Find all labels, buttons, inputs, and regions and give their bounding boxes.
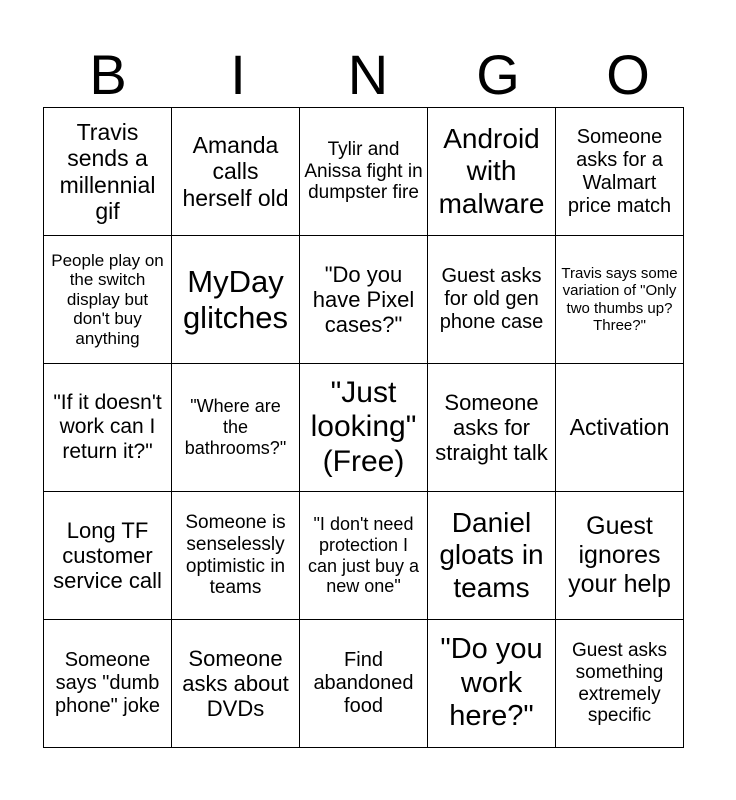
bingo-cell-r5c5[interactable]: Guest asks something extremely specific xyxy=(556,620,684,748)
bingo-cell-r2c1[interactable]: People play on the switch display but don't buy anything xyxy=(44,236,172,364)
bingo-cell-r4c4[interactable]: Daniel gloats in teams xyxy=(428,492,556,620)
bingo-cell-r3c1[interactable]: "If it doesn't work can I return it?" xyxy=(44,364,172,492)
board-row-5 xyxy=(44,620,684,748)
bingo-cell-r4c2[interactable]: Someone is senselessly optimistic in teams xyxy=(172,492,300,620)
bingo-cell-r2c2[interactable]: MyDay glitches xyxy=(172,236,300,364)
bingo-cell-r3c2[interactable]: "Where are the bathrooms?" xyxy=(172,364,300,492)
bingo-cell-r4c3[interactable]: "I don't need protection I can just buy a new one" xyxy=(300,492,428,620)
bingo-cell-r3c5[interactable]: Activation xyxy=(556,364,684,492)
bingo-cell-r1c1[interactable]: Travis sends a millennial gif xyxy=(44,108,172,236)
bingo-cell-r1c3[interactable]: Tylir and Anissa fight in dumpster fire xyxy=(300,108,428,236)
bingo-cell-r1c4[interactable]: Android with malware xyxy=(428,108,556,236)
header-letter-n: N xyxy=(347,43,389,106)
bingo-cell-r5c4[interactable]: "Do you work here?" xyxy=(428,620,556,748)
bingo-cell-r5c3[interactable]: Find abandoned food xyxy=(300,620,428,748)
bingo-cell-r2c5[interactable]: Travis says some variation of "Only two thumbs up? Three?" xyxy=(556,236,684,364)
board-row-2 xyxy=(44,236,684,364)
board-row-3 xyxy=(44,364,684,492)
header-letter-o: O xyxy=(606,43,650,106)
bingo-cell-r4c1[interactable]: Long TF customer service call xyxy=(44,492,172,620)
header-letter-b: B xyxy=(89,43,127,106)
bingo-cell-r1c2[interactable]: Amanda calls herself old xyxy=(172,108,300,236)
board-row-4 xyxy=(44,492,684,620)
bingo-board xyxy=(43,107,684,748)
board-row-1 xyxy=(44,108,684,236)
header-letter-g: G xyxy=(476,43,520,106)
bingo-cell-r5c1[interactable]: Someone says "dumb phone" joke xyxy=(44,620,172,748)
bingo-header xyxy=(43,42,693,108)
bingo-cell-r4c5[interactable]: Guest ignores your help xyxy=(556,492,684,620)
bingo-cell-r3c4[interactable]: Someone asks for straight talk xyxy=(428,364,556,492)
header-letter-i: I xyxy=(230,43,246,106)
bingo-cell-r3c3[interactable]: "Just looking" (Free) xyxy=(300,364,428,492)
bingo-cell-r1c5[interactable]: Someone asks for a Walmart price match xyxy=(556,108,684,236)
bingo-cell-r2c3[interactable]: "Do you have Pixel cases?" xyxy=(300,236,428,364)
bingo-cell-r5c2[interactable]: Someone asks about DVDs xyxy=(172,620,300,748)
bingo-cell-r2c4[interactable]: Guest asks for old gen phone case xyxy=(428,236,556,364)
